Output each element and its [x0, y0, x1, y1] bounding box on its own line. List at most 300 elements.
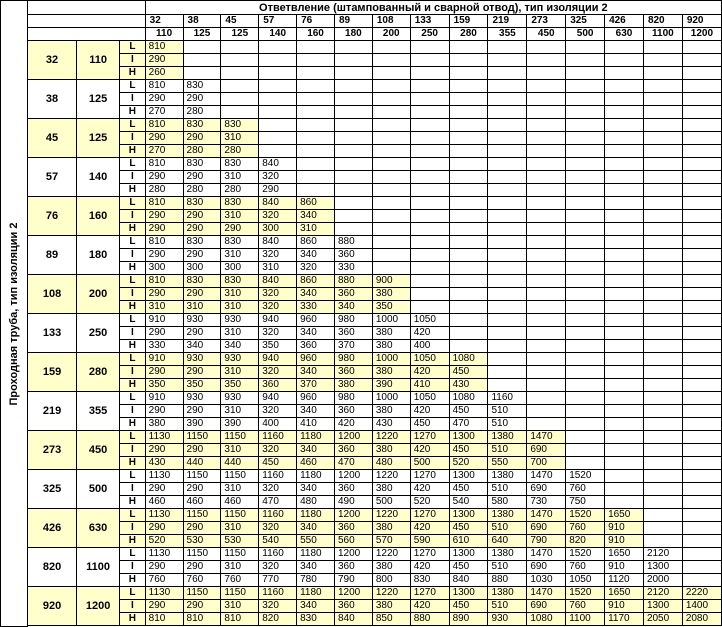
table-cell: 390: [221, 418, 259, 431]
table-cell: 450: [449, 405, 488, 418]
row-label: I: [120, 210, 146, 223]
table-cell: [449, 275, 488, 288]
pipe-diameter: 32: [28, 41, 77, 80]
table-cell: 290: [145, 444, 183, 457]
table-cell: 770: [259, 574, 297, 587]
pipe-group: [28, 158, 722, 197]
table-cell: [372, 197, 410, 210]
row-label: H: [120, 613, 146, 626]
table-cell: 1270: [410, 431, 449, 444]
table-cell: 730: [527, 496, 566, 509]
table-cell: 760: [566, 522, 605, 535]
table-cell: 320: [259, 600, 297, 613]
table-cell: [643, 93, 682, 106]
table-cell: 1300: [449, 470, 488, 483]
table-cell: 290: [145, 249, 183, 262]
table-cell: [488, 236, 527, 249]
table-row: [28, 613, 722, 626]
table-cell: 510: [488, 522, 527, 535]
table-row: [28, 197, 722, 210]
table-cell: [682, 353, 721, 366]
row-label: L: [120, 275, 146, 288]
table-cell: [259, 41, 297, 54]
table-cell: 380: [372, 340, 410, 353]
table-cell: 310: [221, 600, 259, 613]
row-label: I: [120, 522, 146, 535]
table-cell: 460: [183, 496, 221, 509]
pipe-insulation-diameter: 200: [77, 275, 120, 314]
table-cell: [605, 262, 644, 275]
table-cell: 340: [297, 522, 335, 535]
column-header-dn: 32: [145, 15, 183, 28]
table-cell: [682, 470, 721, 483]
column-header-dn: 325: [566, 15, 605, 28]
pipe-diameter: 219: [28, 392, 77, 431]
table-cell: 360: [334, 327, 372, 340]
table-cell: 910: [605, 522, 644, 535]
table-cell: 320: [259, 444, 297, 457]
table-cell: 260: [145, 67, 183, 80]
pipe-insulation-diameter: 630: [77, 509, 120, 548]
table-cell: [682, 67, 721, 80]
table-cell: 1080: [449, 392, 488, 405]
table-cell: [372, 54, 410, 67]
pipe-group: [28, 197, 722, 236]
table-cell: [566, 249, 605, 262]
table-cell: [372, 210, 410, 223]
table-cell: [410, 93, 449, 106]
table-cell: 560: [334, 535, 372, 548]
table-cell: 830: [221, 197, 259, 210]
table-cell: [566, 132, 605, 145]
table-cell: 370: [334, 340, 372, 353]
table-header: [28, 1, 722, 41]
table-cell: [488, 301, 527, 314]
table-cell: 350: [183, 379, 221, 392]
dimensions-table: [27, 0, 722, 626]
table-cell: 290: [145, 327, 183, 340]
column-header-d: 110: [145, 28, 183, 41]
pipe-group: [28, 236, 722, 275]
table-cell: 410: [410, 379, 449, 392]
table-cell: 1470: [527, 509, 566, 522]
pipe-diameter: 159: [28, 353, 77, 392]
table-cell: [297, 132, 335, 145]
table-cell: 310: [183, 301, 221, 314]
table-cell: 350: [372, 301, 410, 314]
table-cell: [682, 158, 721, 171]
table-title: Ответвление (штампованный и сварной отвод), тип изоляции 2: [145, 1, 721, 15]
table-cell: [605, 392, 644, 405]
table-cell: [566, 405, 605, 418]
table-cell: 760: [183, 574, 221, 587]
table-cell: [566, 236, 605, 249]
table-cell: 760: [221, 574, 259, 587]
table-cell: [605, 366, 644, 379]
table-cell: [410, 249, 449, 262]
table-cell: 590: [410, 535, 449, 548]
table-cell: [643, 496, 682, 509]
table-cell: 400: [410, 340, 449, 353]
table-cell: 290: [145, 483, 183, 496]
table-cell: [372, 184, 410, 197]
row-label: H: [120, 574, 146, 587]
table-cell: 290: [183, 132, 221, 145]
table-cell: [527, 145, 566, 158]
table-cell: 270: [145, 106, 183, 119]
pipe-insulation-diameter: 125: [77, 119, 120, 158]
table-cell: [334, 171, 372, 184]
table-cell: [566, 54, 605, 67]
table-cell: [488, 171, 527, 184]
table-cell: 1520: [566, 587, 605, 600]
table-cell: 830: [183, 80, 221, 93]
table-cell: [449, 119, 488, 132]
table-cell: 840: [334, 613, 372, 626]
table-cell: [221, 106, 259, 119]
table-cell: 450: [449, 600, 488, 613]
pipe-insulation-diameter: 500: [77, 470, 120, 509]
table-cell: [334, 132, 372, 145]
column-header-d: 355: [488, 28, 527, 41]
row-label: I: [120, 54, 146, 67]
table-cell: 1000: [372, 392, 410, 405]
table-cell: 290: [145, 132, 183, 145]
table-cell: 1000: [372, 314, 410, 327]
table-cell: [334, 106, 372, 119]
table-cell: [527, 327, 566, 340]
table-cell: [643, 444, 682, 457]
pipe-diameter: 76: [28, 197, 77, 236]
table-cell: 350: [259, 340, 297, 353]
table-cell: 570: [372, 535, 410, 548]
pipe-diameter: 273: [28, 431, 77, 470]
table-cell: 440: [183, 457, 221, 470]
table-cell: 880: [410, 613, 449, 626]
table-cell: [527, 132, 566, 145]
table-row: [28, 288, 722, 301]
table-cell: 810: [221, 613, 259, 626]
table-cell: 380: [372, 288, 410, 301]
table-cell: [297, 119, 335, 132]
table-cell: [488, 288, 527, 301]
table-cell: 340: [297, 288, 335, 301]
table-cell: 1150: [183, 470, 221, 483]
table-cell: 2220: [682, 587, 721, 600]
table-cell: 1200: [334, 548, 372, 561]
row-label: H: [120, 340, 146, 353]
table-cell: [449, 171, 488, 184]
table-cell: 510: [488, 561, 527, 574]
table-cell: 340: [183, 340, 221, 353]
table-cell: [566, 145, 605, 158]
table-cell: 450: [259, 457, 297, 470]
pipe-diameter: 108: [28, 275, 77, 314]
table-cell: [682, 314, 721, 327]
table-row: [28, 327, 722, 340]
table-cell: [334, 158, 372, 171]
row-label: L: [120, 431, 146, 444]
pipe-diameter: 820: [28, 548, 77, 587]
row-label: L: [120, 353, 146, 366]
table-cell: 1050: [410, 314, 449, 327]
table-cell: [488, 67, 527, 80]
table-cell: 320: [259, 327, 297, 340]
table-cell: [221, 93, 259, 106]
table-cell: 1080: [449, 353, 488, 366]
pipe-group: [28, 470, 722, 509]
table-cell: [605, 444, 644, 457]
table-cell: [643, 158, 682, 171]
table-cell: 510: [488, 600, 527, 613]
column-header-dn: 108: [372, 15, 410, 28]
table-cell: 1080: [527, 613, 566, 626]
table-cell: [682, 431, 721, 444]
table-cell: 320: [259, 405, 297, 418]
row-label: L: [120, 236, 146, 249]
table-cell: 1380: [488, 587, 527, 600]
table-cell: [527, 392, 566, 405]
column-header-d: 450: [527, 28, 566, 41]
table-cell: [297, 145, 335, 158]
column-header-dn: 159: [449, 15, 488, 28]
table-cell: [566, 444, 605, 457]
table-cell: [410, 262, 449, 275]
pipe-insulation-diameter: 250: [77, 314, 120, 353]
table-cell: 380: [372, 600, 410, 613]
table-cell: 280: [221, 145, 259, 158]
table-cell: [334, 93, 372, 106]
table-cell: [643, 522, 682, 535]
table-cell: [643, 288, 682, 301]
table-cell: [372, 158, 410, 171]
table-cell: [605, 106, 644, 119]
table-cell: [527, 67, 566, 80]
table-row: [28, 80, 722, 93]
row-label: H: [120, 145, 146, 158]
table-cell: [527, 249, 566, 262]
table-cell: 1270: [410, 470, 449, 483]
table-row: [28, 184, 722, 197]
table-cell: [682, 106, 721, 119]
table-cell: [488, 54, 527, 67]
table-cell: 1650: [605, 548, 644, 561]
pipe-diameter: 920: [28, 587, 77, 626]
table-cell: [372, 262, 410, 275]
table-cell: 360: [334, 288, 372, 301]
row-label: L: [120, 197, 146, 210]
table-cell: 300: [259, 223, 297, 236]
table-cell: [297, 184, 335, 197]
table-cell: 450: [449, 366, 488, 379]
table-cell: 1150: [183, 509, 221, 522]
table-cell: [682, 262, 721, 275]
table-cell: 1300: [449, 548, 488, 561]
pipe-group: [28, 314, 722, 353]
table-cell: 460: [221, 496, 259, 509]
column-header-d: 125: [183, 28, 221, 41]
table-cell: [682, 236, 721, 249]
table-cell: 1380: [488, 509, 527, 522]
column-header-d: 160: [297, 28, 335, 41]
table-cell: 1150: [183, 587, 221, 600]
table-cell: [682, 561, 721, 574]
column-header-dn: 820: [643, 15, 682, 28]
table-cell: [682, 301, 721, 314]
table-cell: 310: [221, 366, 259, 379]
table-cell: [643, 405, 682, 418]
table-cell: 1160: [259, 587, 297, 600]
table-cell: [605, 340, 644, 353]
table-cell: [605, 301, 644, 314]
table-cell: [643, 223, 682, 236]
table-row: [28, 132, 722, 145]
table-cell: [605, 171, 644, 184]
table-cell: 1270: [410, 587, 449, 600]
table-cell: 290: [145, 366, 183, 379]
table-cell: [682, 119, 721, 132]
table-cell: 810: [145, 119, 183, 132]
table-cell: [410, 80, 449, 93]
table-cell: [643, 353, 682, 366]
table-cell: 460: [145, 496, 183, 509]
table-cell: [410, 41, 449, 54]
table-cell: [183, 41, 221, 54]
table-cell: 310: [145, 301, 183, 314]
pipe-group: [28, 41, 722, 80]
table-cell: [297, 54, 335, 67]
table-cell: 1200: [334, 509, 372, 522]
column-header-d: 140: [259, 28, 297, 41]
table-cell: 1300: [643, 561, 682, 574]
row-label: L: [120, 314, 146, 327]
table-cell: 340: [297, 483, 335, 496]
table-cell: [682, 223, 721, 236]
table-cell: [682, 197, 721, 210]
table-cell: [372, 93, 410, 106]
table-cell: [449, 288, 488, 301]
column-header-d: 200: [372, 28, 410, 41]
table-cell: 1150: [221, 509, 259, 522]
table-cell: 760: [566, 600, 605, 613]
table-cell: [527, 236, 566, 249]
row-label: I: [120, 93, 146, 106]
table-cell: 550: [488, 457, 527, 470]
table-cell: 420: [410, 561, 449, 574]
column-header-d: 500: [566, 28, 605, 41]
table-cell: 830: [183, 236, 221, 249]
table-cell: 280: [145, 184, 183, 197]
table-cell: [410, 275, 449, 288]
table-cell: 840: [449, 574, 488, 587]
row-label: H: [120, 184, 146, 197]
table-cell: 760: [566, 561, 605, 574]
table-cell: [605, 418, 644, 431]
table-cell: 1130: [145, 509, 183, 522]
table-cell: 2120: [643, 587, 682, 600]
row-label: I: [120, 366, 146, 379]
table-cell: 290: [145, 600, 183, 613]
table-cell: [259, 54, 297, 67]
table-cell: [566, 418, 605, 431]
table-cell: 300: [221, 262, 259, 275]
table-cell: [643, 54, 682, 67]
table-cell: 1200: [334, 470, 372, 483]
table-cell: [643, 340, 682, 353]
table-cell: 960: [297, 314, 335, 327]
table-cell: 270: [145, 145, 183, 158]
table-cell: 1180: [297, 587, 335, 600]
table-row: [28, 210, 722, 223]
table-cell: [566, 210, 605, 223]
table-cell: [566, 301, 605, 314]
table-cell: 420: [410, 483, 449, 496]
row-label: I: [120, 444, 146, 457]
column-header-dn: 57: [259, 15, 297, 28]
table-cell: [372, 249, 410, 262]
table-cell: 280: [183, 184, 221, 197]
table-row: [28, 249, 722, 262]
table-cell: 1380: [488, 548, 527, 561]
table-cell: [334, 184, 372, 197]
table-cell: 330: [334, 262, 372, 275]
table-cell: 550: [297, 535, 335, 548]
table-cell: [410, 106, 449, 119]
table-cell: 360: [334, 522, 372, 535]
table-cell: [372, 223, 410, 236]
table-cell: 540: [449, 496, 488, 509]
table-cell: [410, 184, 449, 197]
table-cell: [488, 41, 527, 54]
table-cell: [527, 301, 566, 314]
table-cell: [643, 80, 682, 93]
table-cell: [605, 41, 644, 54]
table-cell: [488, 132, 527, 145]
table-row: [28, 67, 722, 80]
table-cell: [643, 197, 682, 210]
row-label: L: [120, 587, 146, 600]
table-cell: 320: [259, 561, 297, 574]
table-cell: 350: [145, 379, 183, 392]
table-cell: 360: [297, 340, 335, 353]
table-row: [28, 366, 722, 379]
table-cell: 290: [145, 522, 183, 535]
table-cell: 320: [297, 262, 335, 275]
table-cell: [334, 54, 372, 67]
table-cell: 830: [221, 236, 259, 249]
table-row: [28, 54, 722, 67]
table-cell: [605, 236, 644, 249]
row-label: L: [120, 548, 146, 561]
table-cell: 1180: [297, 509, 335, 522]
table-row: [28, 262, 722, 275]
table-cell: [527, 288, 566, 301]
table-cell: 930: [221, 314, 259, 327]
table-cell: [488, 158, 527, 171]
table-cell: 410: [297, 418, 335, 431]
pipe-group: [28, 353, 722, 392]
column-header-dn: 273: [527, 15, 566, 28]
table-cell: 1300: [449, 587, 488, 600]
row-label: H: [120, 106, 146, 119]
table-row: [28, 106, 722, 119]
table-cell: 390: [183, 418, 221, 431]
table-cell: [566, 93, 605, 106]
table-cell: 1650: [605, 509, 644, 522]
table-cell: 290: [183, 171, 221, 184]
table-cell: 1520: [566, 548, 605, 561]
header-corner: [28, 15, 146, 28]
